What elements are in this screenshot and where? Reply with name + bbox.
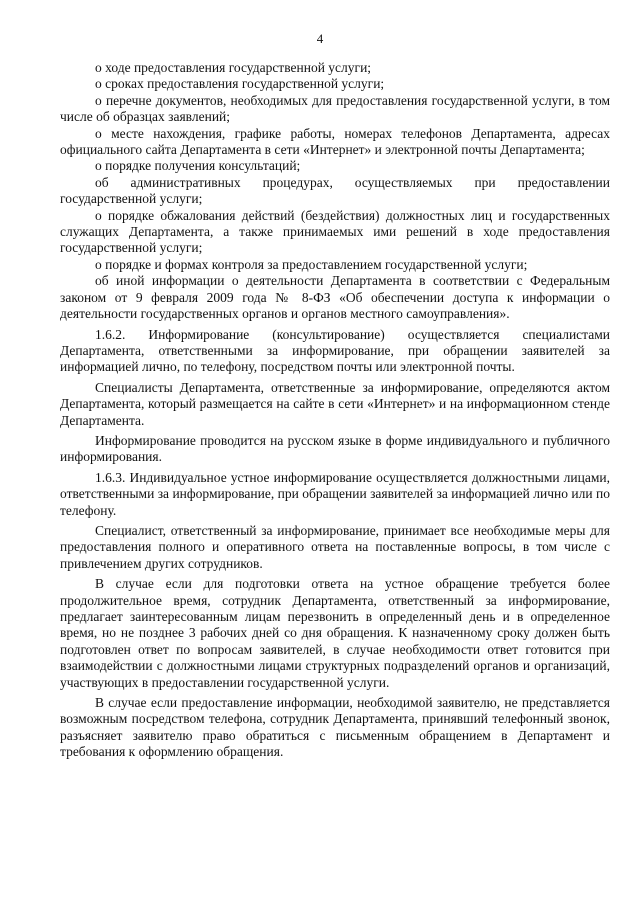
paragraph-1: о ходе предоставления государственной услуги; (95, 60, 372, 75)
paragraph-8: о порядке и формах контроля за предоставлением государственной услуги; (95, 256, 528, 272)
paragraph-16: В случае если предоставление информации, необходимой заявителю, не представляется возможным посредством телефона, сотрудник Департамента, принявший телефонный звонок, разъясняет заявителю право обратиться с письменным обращением в Департамент и требования к оформлению обращения. (60, 695, 610, 760)
paragraph-11: Специалисты Департамента, ответственные за информирование, определяются актом Департамента, который размещается на сайте в сети «Интернет» и на информационном стенде Департамента. (60, 379, 610, 428)
paragraph-12: Информирование проводится на русском языке в форме индивидуального и публичного информирования. (60, 432, 610, 465)
paragraph-6: об административных процедурах, осуществляемых при предоставлении государственной услуги; (60, 174, 610, 207)
paragraph-4: о месте нахождения, графике работы, номерах телефонов Департамента, адресах официального сайта Департамента в сети «Интернет» и электронной почты Департамента; (60, 125, 610, 158)
paragraph-14: Специалист, ответственный за информирование, принимает все необходимые меры для предоставления полного и оперативного ответа на поставленные вопросы, в том числе с привлечением других сотрудников. (60, 522, 610, 571)
paragraph-15: В случае если для подготовки ответа на устное обращение требуется более продолжительное время, сотрудник Департамента, ответственный за информирование, предлагает заинтересованным лицам перезвонить в определенный день и в определенное время, но не позднее 3 рабочих дней со дня обращения. К назначенному сроку должен быть подготовлен ответ по вопросам заявителей, в случае необходимости ответ готовится при взаимодействии с должностными лицами структурных подразделений органов и организаций, участвующих в предоставлении государственной услуги. (60, 576, 610, 690)
document-body (60, 60, 610, 761)
paragraph-5: о порядке получения консультаций; (95, 158, 301, 174)
paragraph-10: 1.6.2. Информирование (консультирование) осуществляется специалистами Департамента, ответственными за информирование, при обращении заявителей за информацией лично, по телефону, посредством почты или электронной почты. (60, 326, 610, 375)
paragraph-13: 1.6.3. Индивидуальное устное информирование осуществляется должностными лицами, ответственными за информирование, при обращении заявителей за информацией лично или по телефону. (60, 469, 610, 518)
paragraph-3: о перечне документов, необходимых для предоставления государственной услуги, в том числе об образцах заявлений; (60, 92, 610, 125)
paragraph-7: о порядке обжалования действий (бездействия) должностных лиц и государственных служащих Департамента, а также принимаемых ими решений в ходе предоставления государственной услуги; (60, 207, 610, 256)
paragraph-2: о сроках предоставления государственной услуги; (95, 76, 385, 92)
page-number: 4 (316, 31, 324, 46)
paragraph-9: об иной информации о деятельности Департамента в соответствии с Федеральным законом от 9 февраля 2009 года № 8-ФЗ «Об обеспечении доступа к информации о деятельности государственных органов и органов местного самоуправления». (60, 273, 610, 322)
